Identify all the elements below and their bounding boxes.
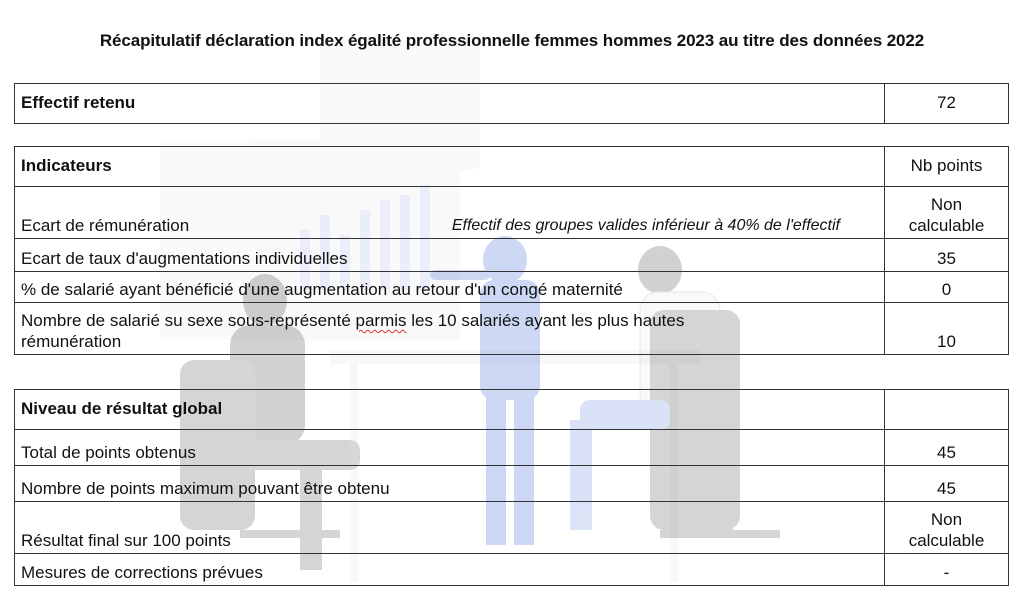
- resultat-value: 45: [885, 466, 1009, 502]
- indicateur-note: Effectif des groupes valides inférieur à 40% de l'effectif: [451, 217, 840, 234]
- indicateur-row: [15, 272, 1009, 303]
- page-title: Récapitulatif déclaration index égalité professionnelle femmes hommes 2023 au titre des données 2022: [99, 31, 925, 50]
- points-header: Nb points: [885, 147, 1009, 187]
- indicateur-value: 0: [885, 272, 1009, 303]
- resultat-header-value: [885, 390, 1009, 430]
- resultat-row: [15, 554, 1009, 586]
- resultat-label: Résultat final sur 100 points: [15, 502, 885, 554]
- effectif-row: [15, 84, 1009, 124]
- indicateur-value: 35: [885, 239, 1009, 272]
- resultat-table: [14, 389, 1009, 586]
- spelling-error-word: parmis: [355, 311, 407, 330]
- indicateur-label: [15, 187, 885, 239]
- resultat-label: Nombre de points maximum pouvant être obtenu: [15, 466, 885, 502]
- resultat-value: 45: [885, 430, 1009, 466]
- indicateur-row: [15, 303, 1009, 355]
- resultat-label: Total de points obtenus: [15, 430, 885, 466]
- resultat-value: [885, 502, 1009, 554]
- indicateur-label: Ecart de taux d'augmentations individuelles: [15, 239, 885, 272]
- indicateur-label-part1: Nombre de salarié su sexe sous-représenté: [21, 311, 356, 330]
- indicateur-value: [885, 187, 1009, 239]
- indicateur-value: 10: [885, 303, 1009, 355]
- indicateur-value-line2: calculable: [908, 216, 985, 235]
- resultat-row: [15, 502, 1009, 554]
- resultat-value-line2: calculable: [908, 531, 985, 550]
- indicateur-row: [15, 239, 1009, 272]
- resultat-label: Mesures de corrections prévues: [15, 554, 885, 586]
- resultat-value-line1: Non: [930, 510, 963, 529]
- indicateur-label-line1: [21, 310, 878, 331]
- indicateur-label-line2: rémunération: [21, 332, 122, 351]
- effectif-label: Effectif retenu: [15, 84, 885, 124]
- effectif-value: 72: [885, 84, 1009, 124]
- indicateur-label: [15, 303, 885, 355]
- resultat-row: [15, 466, 1009, 502]
- indicateur-label: % de salarié ayant bénéficié d'une augmentation au retour d'un congé maternité: [15, 272, 885, 303]
- indicateurs-header-row: [15, 147, 1009, 187]
- effectif-table: [14, 83, 1009, 124]
- resultat-row: [15, 430, 1009, 466]
- indicateur-row: [15, 187, 1009, 239]
- indicateurs-header: Indicateurs: [15, 147, 885, 187]
- resultat-value: -: [885, 554, 1009, 586]
- resultat-header-row: [15, 390, 1009, 430]
- resultat-header: Niveau de résultat global: [15, 390, 885, 430]
- indicateur-value-line1: Non: [930, 195, 963, 214]
- indicateur-label-text: Ecart de rémunération: [21, 216, 190, 235]
- indicateurs-table: [14, 146, 1009, 355]
- indicateur-label-part2: les 10 salariés ayant les plus hautes: [406, 311, 685, 330]
